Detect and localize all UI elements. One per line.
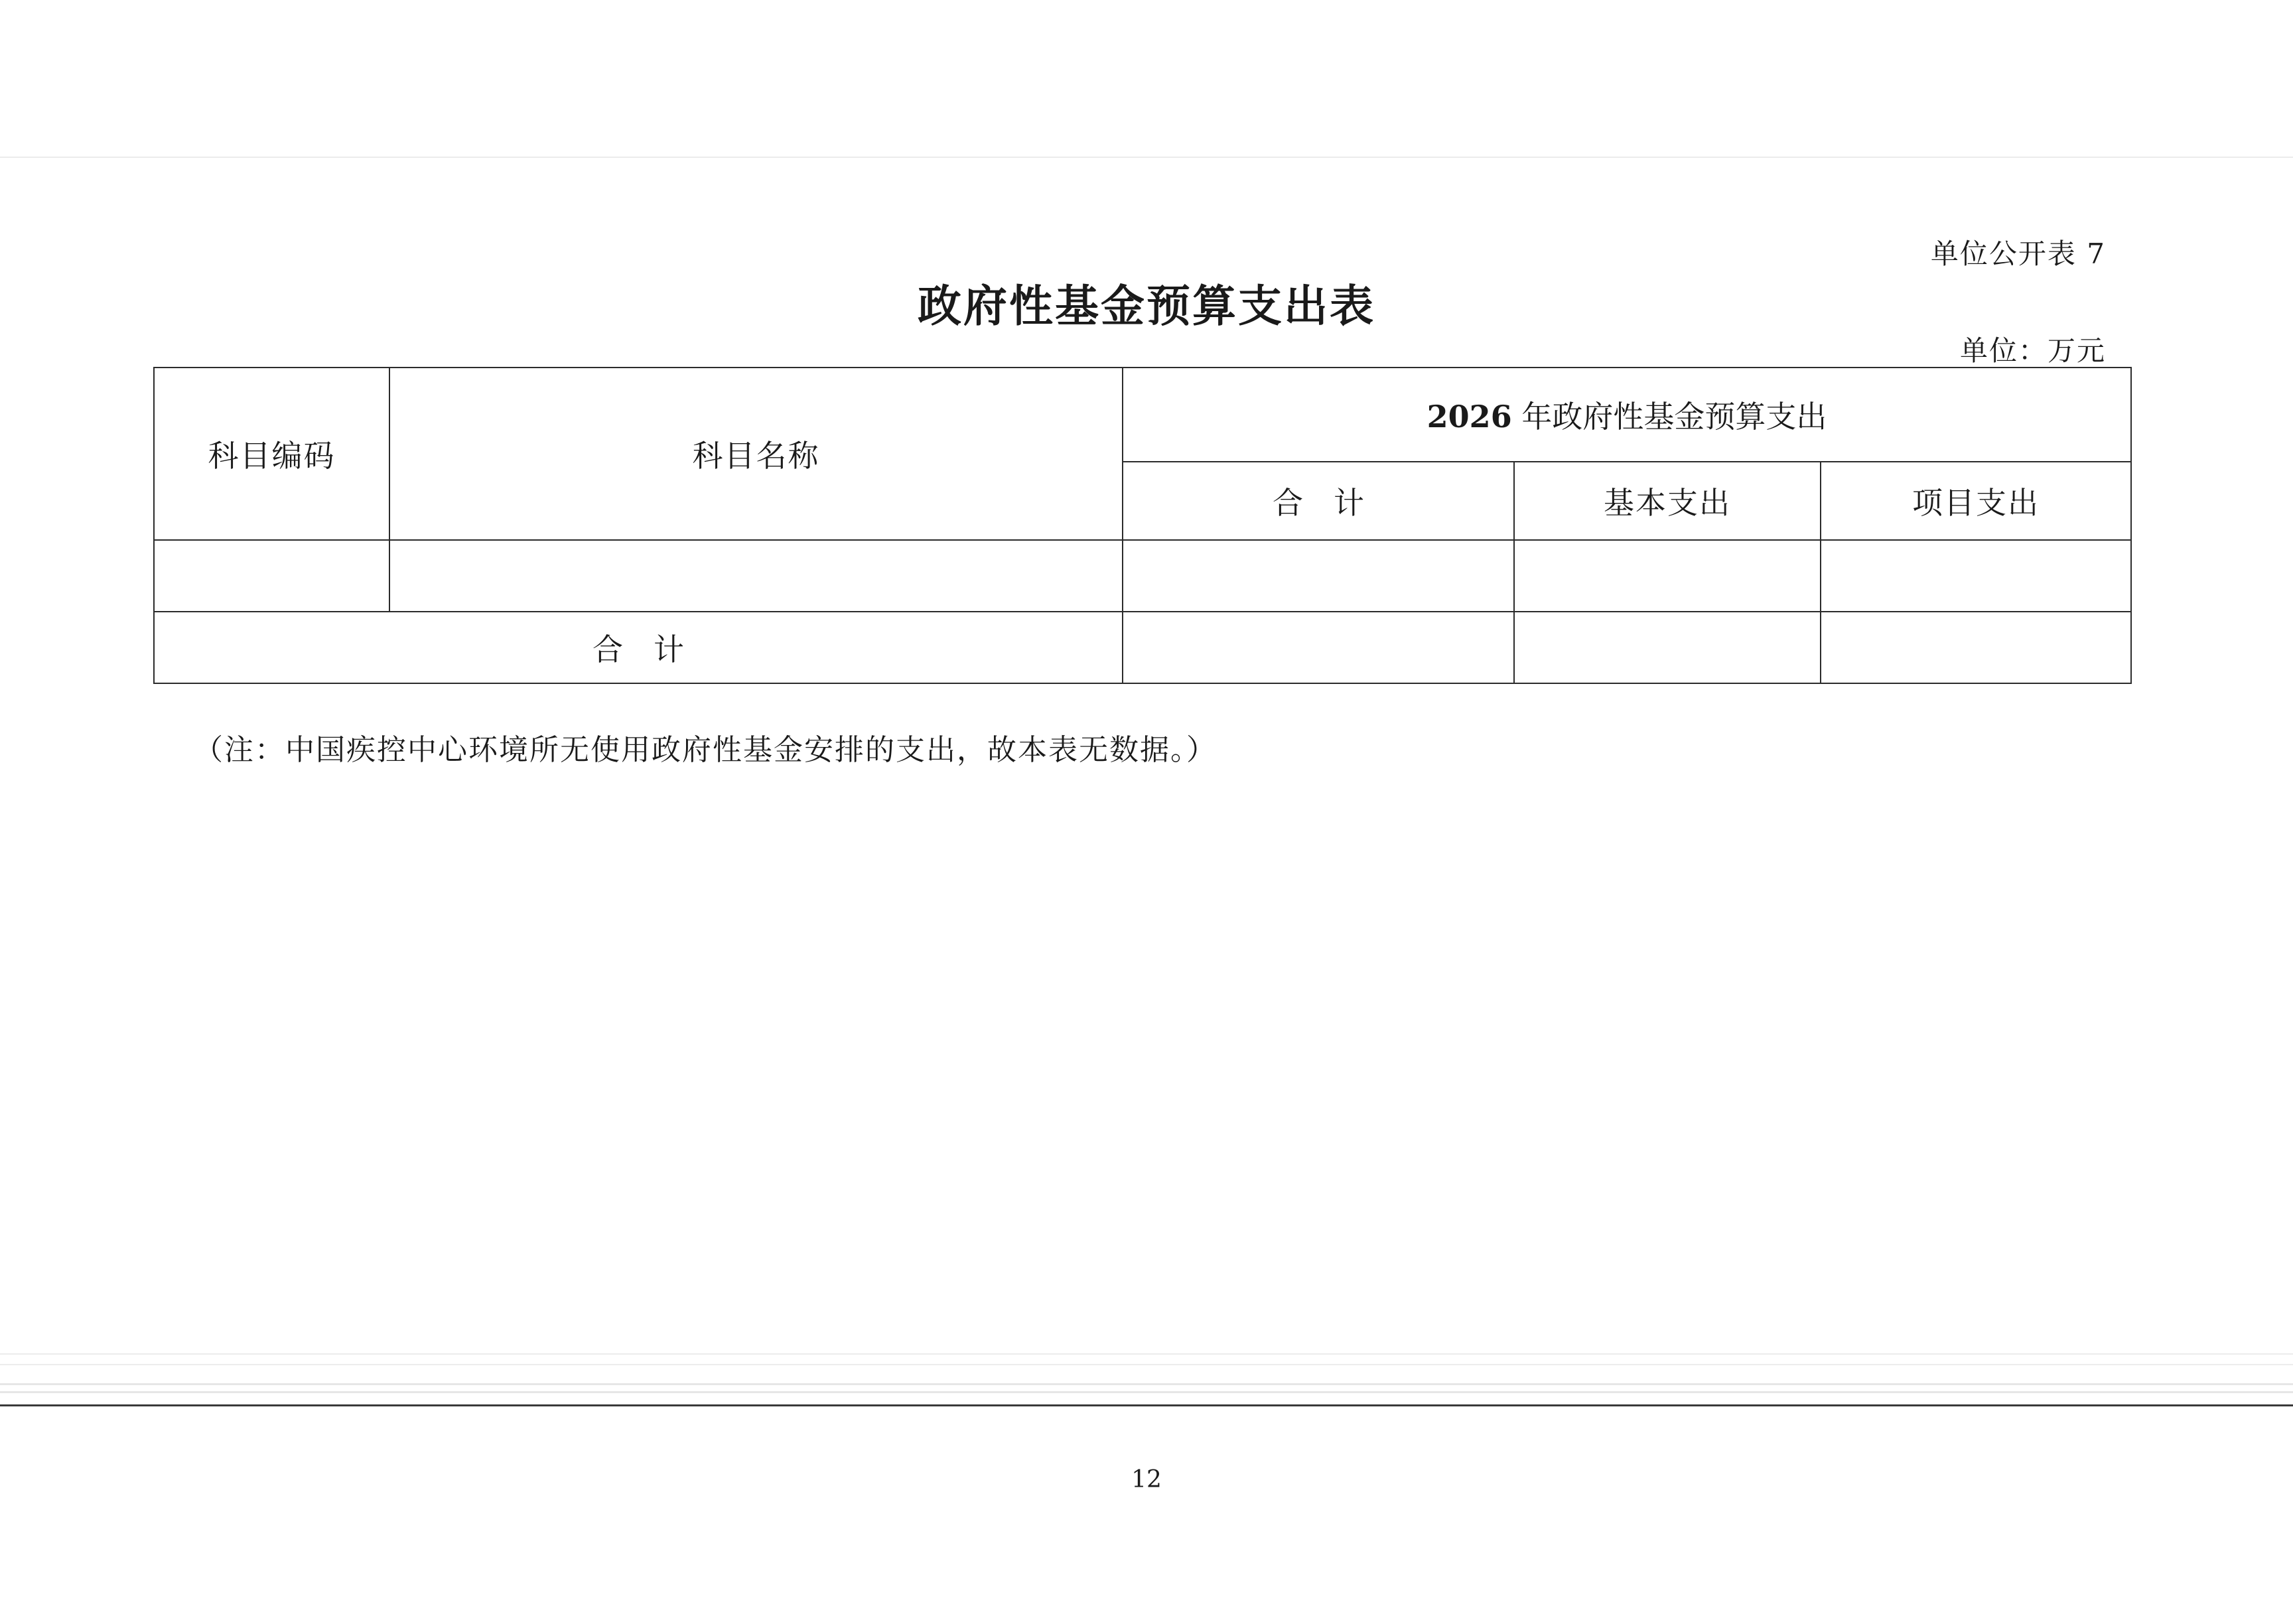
header-cell-basic [1514,462,1821,540]
scan-line [0,157,2293,158]
page-number: 12 [1131,1466,1162,1493]
total-label-cell [154,612,1123,683]
header-basic-label: 基本支出 [1604,485,1731,521]
total-cell-project [1821,612,2131,683]
scan-line [0,1391,2293,1393]
header-cell-group [1123,368,2131,462]
cell-name [389,540,1123,612]
header-cell-project [1821,462,2131,540]
total-label: 合 计 [592,632,684,667]
table-note: （注：中国疾控中心环境所无使用政府性基金安排的支出，故本表无数据。） [194,733,1217,767]
header-project-label: 项目支出 [1912,485,2040,521]
table-row [154,540,2131,612]
unit-label: 单位：万元 [1959,334,2106,367]
scan-line [0,1383,2293,1385]
page-title: 政府性基金预算支出表 [918,280,1375,332]
budget-table [153,367,2132,684]
total-cell-total [1123,612,1514,683]
form-number: 单位公开表 7 [1930,237,2106,270]
cell-basic [1514,540,1821,612]
table-header-row [154,368,2131,462]
header-cell-name [389,368,1123,540]
scan-line [0,1353,2293,1355]
footer-divider [0,1404,2293,1406]
cell-total [1123,540,1514,612]
header-group-year: 2026 [1426,399,1512,435]
table-total-row [154,612,2131,683]
cell-code [154,540,389,612]
cell-project [1821,540,2131,612]
header-group-label: 年政府性基金预算支出 [1511,399,1827,435]
header-cell-code [154,368,389,540]
header-code-label: 科目编码 [208,438,336,474]
header-total-label: 合 计 [1273,485,1364,521]
total-cell-basic [1514,612,1821,683]
scan-line [0,1364,2293,1365]
header-cell-total [1123,462,1514,540]
header-name-label: 科目名称 [692,438,820,474]
